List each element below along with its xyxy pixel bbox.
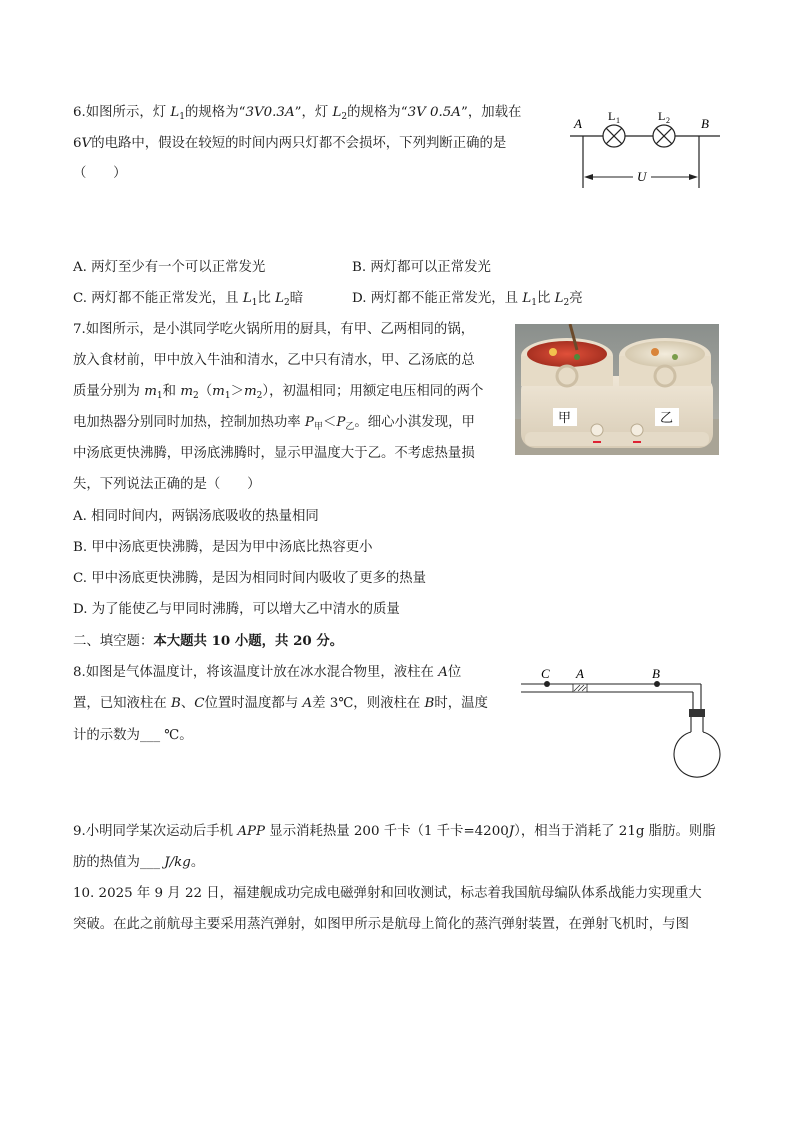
q8-line-3: 计的示数为___ ℃。 [73,728,193,743]
q8-gas-thermometer-diagram [515,662,730,784]
q6-line-3: （ ） [73,166,127,181]
q7-option-d: D. 为了能使乙与甲同时沸腾，可以增大乙中清水的质量 [73,602,400,617]
q7-line-4: 电加热器分别同时加热，控制加热功率 $P_甲<P_乙$。细心小淇发现，甲 [73,415,475,432]
q6-line-2: 6V的电路中，假设在较短的时间内两只灯都不会损坏，下列判断正确的是 [73,136,507,151]
voltage-u-label: U [637,169,647,184]
q7-option-b: B. 甲中汤底更快沸腾，是因为甲中汤底比热容更小 [73,540,373,555]
svg-text:2: 2 [666,116,670,125]
q6-option-c: C. 两灯都不能正常发光，且 $L_1$比 $L_2$暗 [73,291,304,308]
q6-circuit-diagram [565,100,730,195]
q7-line-2: 放入食材前，甲中放入牛油和清水，乙中只有清水，甲、乙汤底的总 [73,353,475,368]
q7-line-3: 质量分别为 $m_1$和 $m_2(m_1>m_2)$，初温相同；用额定电压相同的两个 [73,384,484,401]
q6-option-d: D. 两灯都不能正常发光，且 $L_1$比 $L_2$亮 [352,291,583,308]
q8-line-2: 置，已知液柱在 B、C位置时温度都与 A差 3℃，则液柱在 B时，温度 [73,696,488,711]
q10-line-1: 10. 2025 年 9 月 22 日，福建舰成功完成电磁弹射和回收测试，标志着我国航母编队体系战能力实现重大 [73,886,702,901]
svg-text:1: 1 [616,116,620,125]
l1-label: L [608,109,616,123]
q7-hotpot-photo [515,324,719,455]
q6-line-1: 6.如图所示，灯 $L_1$的规格为“3V0.3A”，灯 $L_2$的规格为“3V 0.5A”，加载在 [73,105,522,122]
q7-line-1: 7.如图所示，是小淇同学吃火锅所用的厨具，有甲、乙两相同的锅， [73,322,475,337]
node-a-label: A [574,116,582,131]
pot-yi-label: 乙 [660,411,674,426]
q9-line-2: 肪的热值为___ J/kg。 [73,855,205,870]
point-c-label: C [541,666,550,681]
q6-option-b: B. 两灯都可以正常发光 [352,260,491,275]
q6-option-a: A. 两灯至少有一个可以正常发光 [73,260,266,275]
point-a-label: A [576,666,584,681]
section-heading: 二、填空题：本大题共 10 小题，共 20 分。 [73,633,344,649]
q7-option-c: C. 甲中汤底更快沸腾，是因为相同时间内吸收了更多的热量 [73,571,427,586]
q7-line-5: 中汤底更快沸腾，甲汤底沸腾时，显示甲温度大于乙。不考虑热量损 [73,446,475,461]
q10-line-2: 突破。在此之前航母主要采用蒸汽弹射，如图甲所示是航母上简化的蒸汽弹射装置，在弹射飞机时，与图 [73,917,689,932]
q7-line-6: 失，下列说法正确的是（ ） [73,477,261,492]
point-b-label: B [652,666,660,681]
q8-line-1: 8.如图是气体温度计，将该温度计放在冰水混合物里，液柱在 A位 [73,665,462,680]
q7-option-a: A. 相同时间内，两锅汤底吸收的热量相同 [73,509,319,524]
pot-jia-label: 甲 [558,411,572,426]
q9-line-1: 9.小明同学某次运动后手机 APP 显示消耗热量 200 千卡（1 千卡=4200J），相当于消耗了 21g 脂肪。则脂 [73,824,716,839]
node-b-label: B [701,116,709,131]
l2-label: L [658,109,666,123]
